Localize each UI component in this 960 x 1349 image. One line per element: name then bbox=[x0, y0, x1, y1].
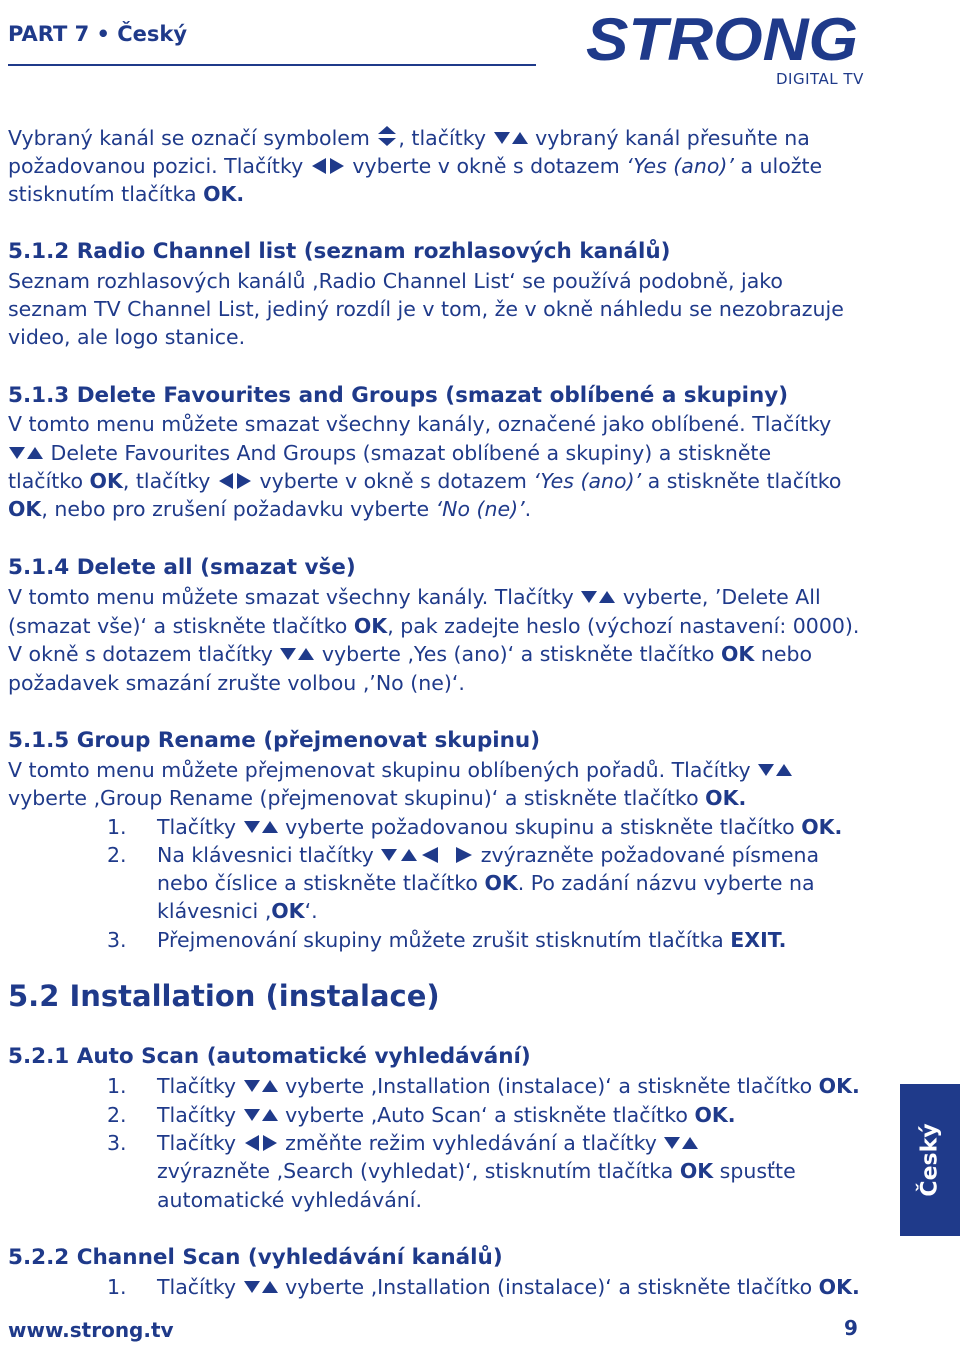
paragraph-line: Delete Favourites And Groups (smazat oblíbené a skupiny) a stiskněte bbox=[8, 439, 771, 468]
list-item: 2. Na klávesnici tlačítky zvýrazněte požadované písmena bbox=[107, 843, 820, 867]
list-item-continuation: klávesnici ‚OK‘. bbox=[157, 899, 318, 923]
left-right-arrows-icon bbox=[243, 1134, 279, 1152]
updown-marker-icon bbox=[376, 125, 398, 147]
paragraph-line: V tomto menu můžete přejmenovat skupinu oblíbených pořadů. Tlačítky bbox=[8, 756, 793, 785]
paragraph-line: OK, nebo pro zrušení požadavku vyberte ‘No (ne)’. bbox=[8, 497, 532, 521]
list-item-continuation: automatické vyhledávání. bbox=[157, 1188, 422, 1212]
left-right-arrows-icon bbox=[310, 157, 346, 175]
paragraph-line: V tomto menu můžete smazat všechny kanály, označené jako oblíbené. Tlačítky bbox=[8, 412, 832, 436]
heading-5-1-5: 5.1.5 Group Rename (přejmenovat skupinu) bbox=[8, 728, 541, 753]
intro-line-2: požadovanou pozici. Tlačítky vyberte v okně s dotazem ‘Yes (ano)’ a uložte bbox=[8, 154, 823, 178]
header-divider bbox=[8, 64, 536, 66]
list-item: 3. Tlačítky změňte režim vyhledávání a tlačítky bbox=[107, 1129, 867, 1157]
list-item: 2. Tlačítky vyberte ‚Auto Scan‘ a stiskněte tlačítko OK. bbox=[107, 1103, 736, 1127]
paragraph-line: V tomto menu můžete smazat všechny kanály. Tlačítky vyberte, ’Delete All bbox=[8, 585, 821, 609]
paragraph-line: Seznam rozhlasových kanálů ‚Radio Channel List‘ se používá podobně, jako bbox=[8, 269, 783, 293]
down-up-arrows-icon bbox=[279, 645, 315, 663]
heading-5-2-1: 5.2.1 Auto Scan (automatické vyhledávání) bbox=[8, 1044, 531, 1069]
down-up-arrows-icon bbox=[243, 1077, 279, 1095]
heading-5-2-2: 5.2.2 Channel Scan (vyhledávání kanálů) bbox=[8, 1245, 503, 1270]
down-up-arrows-icon bbox=[493, 129, 529, 147]
paragraph-line: (smazat vše)‘ a stiskněte tlačítko OK, pak zadejte heslo (výchozí nastavení: 0000). bbox=[8, 614, 860, 638]
down-up-arrows-icon bbox=[243, 1106, 279, 1124]
list-item: 1. Tlačítky vyberte ‚Installation (instalace)‘ a stiskněte tlačítko OK. bbox=[107, 1275, 860, 1299]
heading-5-1-3: 5.1.3 Delete Favourites and Groups (smazat oblíbené a skupiny) bbox=[8, 383, 789, 408]
list-item: 3. Přejmenování skupiny můžete zrušit stisknutím tlačítka EXIT. bbox=[107, 928, 787, 952]
heading-5-1-4: 5.1.4 Delete all (smazat vše) bbox=[8, 555, 356, 580]
heading-5-2: 5.2 Installation (instalace) bbox=[8, 979, 440, 1013]
four-arrows-icon bbox=[380, 846, 474, 864]
language-side-tab bbox=[900, 1084, 960, 1236]
strong-logo bbox=[584, 8, 860, 68]
intro-line-3: stisknutím tlačítka OK. bbox=[8, 182, 245, 206]
intro-line-1: Vybraný kanál se označí symbolem , tlačítky vybraný kanál přesuňte na bbox=[8, 126, 810, 150]
down-up-arrows-icon bbox=[243, 1278, 279, 1296]
list-item-continuation: zvýrazněte ‚Search (vyhledat)‘, stisknutím tlačítka OK spusťte bbox=[157, 1159, 796, 1183]
svg-text:STRONG: STRONG bbox=[586, 8, 858, 68]
down-up-arrows-icon bbox=[663, 1134, 699, 1152]
left-right-arrows-icon bbox=[217, 472, 253, 490]
list-item: 1. Tlačítky vyberte požadovanou skupinu a stiskněte tlačítko OK. bbox=[107, 815, 843, 839]
footer-website-link[interactable]: www.strong.tv bbox=[8, 1318, 174, 1342]
page-number: 9 bbox=[844, 1316, 858, 1340]
paragraph-line: V okně s dotazem tlačítky vyberte ‚Yes (ano)‘ a stiskněte tlačítko OK nebo bbox=[8, 642, 813, 666]
paragraph-line: seznam TV Channel List, jediný rozdíl je v tom, že v okně náhledu se nezobrazuje bbox=[8, 297, 844, 321]
down-up-arrows-icon bbox=[8, 444, 44, 462]
list-item: 1. Tlačítky vyberte ‚Installation (instalace)‘ a stiskněte tlačítko OK. bbox=[107, 1074, 860, 1098]
list-item-continuation: nebo číslice a stiskněte tlačítko OK. Po zadání názvu vyberte na bbox=[157, 871, 815, 895]
paragraph-line: vyberte ‚Group Rename (přejmenovat skupinu)‘ a stiskněte tlačítko OK. bbox=[8, 786, 747, 810]
down-up-arrows-icon bbox=[580, 588, 616, 606]
down-up-arrows-icon bbox=[243, 818, 279, 836]
side-tab-label: Český bbox=[917, 1123, 943, 1197]
down-up-arrows-icon bbox=[757, 761, 793, 779]
page-header-title: PART 7 • Český bbox=[8, 22, 188, 46]
paragraph-line: požadavek smazání zrušte volbou ‚’No (ne)‘. bbox=[8, 671, 465, 695]
heading-5-1-2: 5.1.2 Radio Channel list (seznam rozhlasových kanálů) bbox=[8, 239, 671, 264]
paragraph-line: video, ale logo stanice. bbox=[8, 325, 246, 349]
paragraph-line: tlačítko OK, tlačítky vyberte v okně s dotazem ‘Yes (ano)’ a stiskněte tlačítko bbox=[8, 469, 842, 493]
logo-subtitle: DIGITAL TV bbox=[776, 70, 864, 88]
